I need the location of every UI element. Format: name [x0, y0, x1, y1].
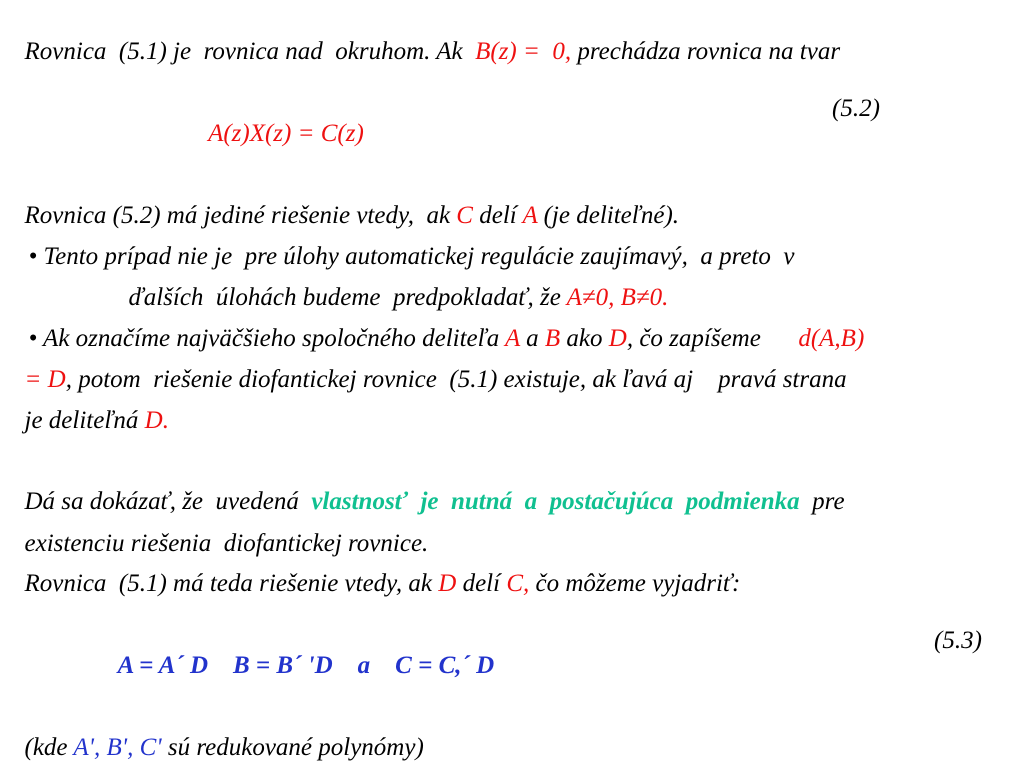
text: sú redukované polynómy)	[161, 734, 424, 761]
condition-red: A≠0, B≠0.	[566, 284, 669, 311]
paragraph-line-11	[12, 546, 740, 596]
text: prechádza rovnica na tvar	[571, 38, 841, 65]
reduced-polynomials: A', B', C'	[73, 734, 162, 761]
text: ako	[560, 325, 609, 352]
text: delí	[472, 202, 523, 229]
text: Dá sa dokázať, že uvedená	[24, 488, 312, 515]
text: • Tento prípad nie je pre úlohy automatickej regulácie zaujímavý, a preto v	[28, 243, 795, 270]
text: existenciu riešenia diofantickej rovnice.	[24, 530, 429, 557]
var-C: C,	[506, 570, 530, 597]
text: ďalších úlohách budeme predpokladať, že	[128, 284, 567, 311]
text: Rovnica (5.1) má teda riešenie vtedy, ak	[24, 570, 439, 597]
highlight-green: vlastnosť je nutná a postačujúca podmienka	[311, 488, 800, 515]
text: • Ak označíme najväčšieho spoločného deliteľa	[28, 325, 506, 352]
equation-expression: A(z)X(z) = C(z)	[208, 120, 364, 147]
paragraph-line-12	[12, 710, 424, 760]
equation-5-2	[196, 96, 364, 146]
gcd-expression: d(A,B)	[798, 325, 865, 352]
var-D: D	[438, 570, 457, 597]
var-D: D.	[144, 407, 169, 434]
var-A: A	[505, 325, 520, 352]
text: , čo zapíšeme	[626, 325, 799, 352]
text: , potom riešenie diofantickej rovnice (5.1) existuje, ak ľavá aj pravá strana	[65, 366, 847, 393]
equation-number-5-2: (5.2)	[832, 95, 880, 122]
text: je deliteľná	[24, 407, 145, 434]
equation-5-3	[106, 628, 494, 678]
var-A: A	[522, 202, 538, 229]
text: a	[519, 325, 545, 352]
var-D: D	[608, 325, 627, 352]
var-B: B	[544, 325, 561, 352]
text: (kde	[24, 734, 74, 761]
equals-D: = D	[24, 366, 66, 393]
equation-expression: A = A´ D B = B´ 'D a C = C,´ D	[117, 652, 495, 679]
highlight-red: B(z) = 0,	[475, 38, 572, 65]
paragraph-line-8	[12, 383, 169, 433]
text: Rovnica (5.2) má jediné riešenie vtedy, ak	[24, 202, 457, 229]
paragraph-line-1	[12, 14, 840, 64]
text: pre	[799, 488, 845, 515]
text: Rovnica (5.1) je rovnica nad okruhom. Ak	[24, 38, 476, 65]
var-C: C	[456, 202, 473, 229]
text: (je deliteľné).	[537, 202, 680, 229]
equation-number-5-3: (5.3)	[934, 627, 982, 654]
text: čo môžeme vyjadriť:	[529, 570, 741, 597]
text: delí	[456, 570, 507, 597]
